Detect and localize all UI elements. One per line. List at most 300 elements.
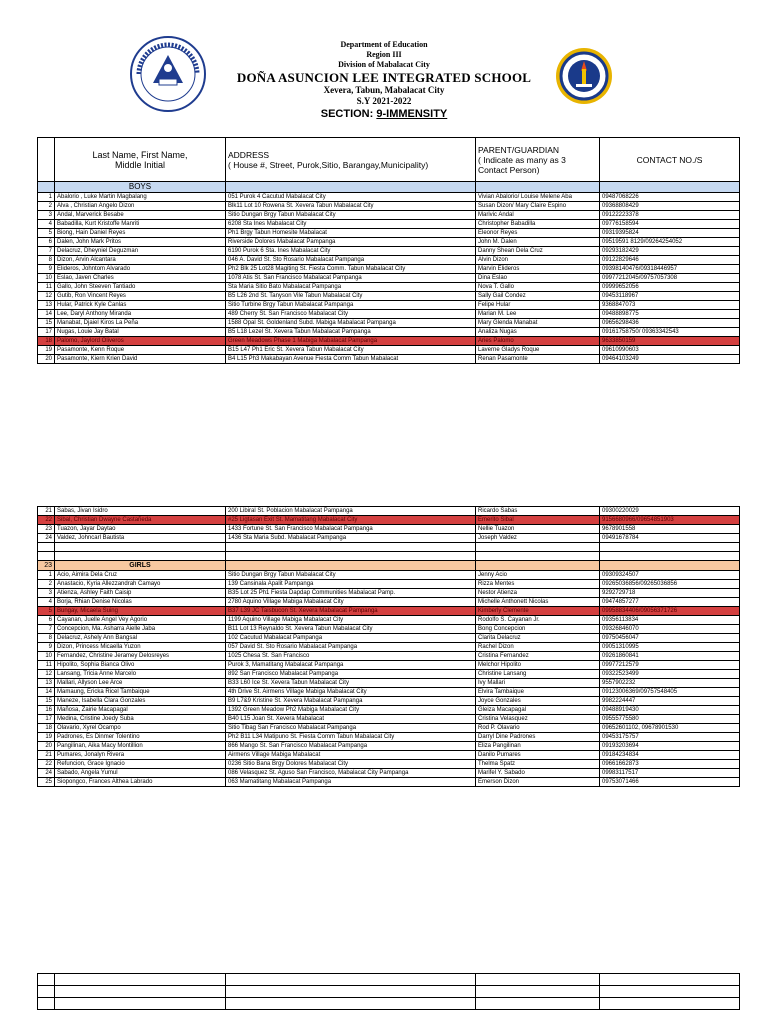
row-number: 1 xyxy=(38,193,55,202)
name-header xyxy=(55,138,226,182)
row-number: 22 xyxy=(38,760,55,769)
address-cell: 6208 Sta Ines Mabalacat City xyxy=(226,220,476,229)
guardian-cell: Eliza Pangilinan xyxy=(476,742,600,751)
guardian-cell: Analiza Nugas xyxy=(476,328,600,337)
table-row xyxy=(38,193,740,202)
section-name: 9-IMMENSITY xyxy=(376,108,448,120)
row-number: 8 xyxy=(38,634,55,643)
address-cell: 892 San Francisco Mabalacat Pampanga xyxy=(226,670,476,679)
contact-cell: 9982224447 xyxy=(600,697,740,706)
table-row xyxy=(38,715,740,724)
table-row xyxy=(38,355,740,364)
contact-cell: 09051310995 xyxy=(600,643,740,652)
row-number: 24 xyxy=(38,534,55,543)
table-header-row xyxy=(38,138,740,182)
contact-cell: 09398140476/09318446957 xyxy=(600,265,740,274)
section-title: SECTION: 9-IMMENSITY xyxy=(320,108,448,120)
table-row xyxy=(38,589,740,598)
student-name: Tuazon, Jayar Daytao xyxy=(55,525,226,534)
guardian-cell: Nestor Atienza xyxy=(476,589,600,598)
contact-cell: 09368808429 xyxy=(600,202,740,211)
address-cell: 057 David St. Sto Rosario Mabalacat Pampanga xyxy=(226,643,476,652)
division-title: Division of Mabalacat City xyxy=(338,60,430,69)
blank-row xyxy=(38,543,740,552)
row-number: 17 xyxy=(38,328,55,337)
table-row xyxy=(38,229,740,238)
student-name: Andal, Marverick Besabe xyxy=(55,211,226,220)
table-row xyxy=(38,724,740,733)
guardian-cell: Emerito Sibal xyxy=(476,516,600,525)
row-number: 3 xyxy=(38,589,55,598)
row-number: 13 xyxy=(38,679,55,688)
table-row xyxy=(38,652,740,661)
contact-cell: 09977212045/09757057308 xyxy=(600,274,740,283)
row-number: 9 xyxy=(38,643,55,652)
boys-table xyxy=(37,137,740,364)
row-number: 2 xyxy=(38,580,55,589)
guardian-cell: John M. Dalen xyxy=(476,238,600,247)
table-row xyxy=(38,670,740,679)
row-number: 4 xyxy=(38,598,55,607)
row-number: 9 xyxy=(38,265,55,274)
address-cell: B11 Lot 13 Reynaldo St. Xevera Tabun Mabalacat City xyxy=(226,625,476,634)
contact-header xyxy=(600,138,740,182)
address-cell: 139 Cansinala Apalit Pampanga xyxy=(226,580,476,589)
table-row xyxy=(38,525,740,534)
row-number: 25 xyxy=(38,778,55,787)
student-name: Siopongco, Frances Althea Labrado xyxy=(55,778,226,787)
table-row xyxy=(38,220,740,229)
row-number: 5 xyxy=(38,229,55,238)
contact-cell: 09300220029 xyxy=(600,507,740,516)
row-number: 11 xyxy=(38,661,55,670)
contact-cell: 09474857277 xyxy=(600,598,740,607)
contact-cell: 09453175757 xyxy=(600,733,740,742)
guardian-cell: Kimberly Clemente xyxy=(476,607,600,616)
guardian-cell: Christopher Babadilla xyxy=(476,220,600,229)
row-number: 10 xyxy=(38,652,55,661)
row-number: 8 xyxy=(38,256,55,265)
student-name: Pasamonte, Kiern Krien David xyxy=(55,355,226,364)
address-cell: #25 Ligtasan Exit St. Mamatitang Mabalacat City xyxy=(226,516,476,525)
row-number: 20 xyxy=(38,355,55,364)
guardian-cell: Marian M. Lee xyxy=(476,310,600,319)
table-row xyxy=(38,274,740,283)
girls-label: GIRLS xyxy=(55,561,226,571)
address-header-text: ADDRESS ( House #, Street, Purok,Sitio, Barangay,Municipality) xyxy=(228,149,429,170)
address-cell: Riverside Dolores Mabalacat Pampanga xyxy=(226,238,476,247)
student-name: Concepcion, Ma. Asharra Aielle Jaba xyxy=(55,625,226,634)
guardian-cell: Thelma Spatz xyxy=(476,760,600,769)
guardian-cell: Darryl Dine Padrones xyxy=(476,733,600,742)
row-number: 17 xyxy=(38,715,55,724)
row-number: 14 xyxy=(38,688,55,697)
guardian-cell: Michelle Anthonett Nicolas xyxy=(476,598,600,607)
table-row xyxy=(38,625,740,634)
table-row xyxy=(38,751,740,760)
student-name: Hular, Patrick Kyle Canlas xyxy=(55,301,226,310)
address-header xyxy=(226,138,476,182)
guardian-cell: Danny Shean Dela Cruz xyxy=(476,247,600,256)
row-number: 24 xyxy=(38,769,55,778)
guardian-cell: Christine Lansang xyxy=(476,670,600,679)
table-row xyxy=(38,598,740,607)
num-header xyxy=(38,138,55,182)
address-cell: Sta Maria Sitio Bato Mabalacat Pampanga xyxy=(226,283,476,292)
table-row xyxy=(38,283,740,292)
guardian-cell: Alvin Dizon xyxy=(476,256,600,265)
student-name: Gutib, Ron Vincent Reyes xyxy=(55,292,226,301)
row-number: 20 xyxy=(38,742,55,751)
student-name: Atienza, Ashley Faith Caisip xyxy=(55,589,226,598)
guardian-cell: Melchor Hipolito xyxy=(476,661,600,670)
contact-header-text: CONTACT NO./S xyxy=(636,154,703,165)
student-name: Cayanan, Juelle Angel Vey Agorio xyxy=(55,616,226,625)
table-row xyxy=(38,634,740,643)
guardian-cell: Rachel Dizon xyxy=(476,643,600,652)
student-name: Alva , Christian Angelo Dizon xyxy=(55,202,226,211)
guardian-cell: Rodolfo S. Cayanan Jr. xyxy=(476,616,600,625)
student-name: Palomo, Jaylord Oliveros xyxy=(55,337,226,346)
contact-cell: 09326846070 xyxy=(600,625,740,634)
contact-cell: 09656298436 xyxy=(600,319,740,328)
contact-cell: 09958834406/09056371726 xyxy=(600,607,740,616)
contact-cell: 9368847073 xyxy=(600,301,740,310)
contact-cell: 9678901558 xyxy=(600,525,740,534)
guardian-cell: Nova T. Gallo xyxy=(476,283,600,292)
address-cell: 4th Drive St. Airmens Village Mabiga Mabalacat City xyxy=(226,688,476,697)
row-number: 14 xyxy=(38,310,55,319)
contact-cell: 09999652056 xyxy=(600,283,740,292)
guardian-cell: Cristina Velasquez xyxy=(476,715,600,724)
row-number: 15 xyxy=(38,319,55,328)
address-cell: 102 Cacutud Mabalacat Pampanga xyxy=(226,634,476,643)
address-cell: Ph1 Brgy Tabun Homesite Mabalacat xyxy=(226,229,476,238)
guardian-header xyxy=(476,138,600,182)
student-name: Pumares, Jonalyn Rivera xyxy=(55,751,226,760)
row-number: 3 xyxy=(38,211,55,220)
table-row xyxy=(38,706,740,715)
contact-cell: 9557902232 xyxy=(600,679,740,688)
student-name: Hipolito, Sophia Bianca Olivo xyxy=(55,661,226,670)
table-row xyxy=(38,238,740,247)
table-row xyxy=(38,769,740,778)
boys-label: BOYS xyxy=(55,182,226,193)
address-cell: Ph2 Blk 25 Lot28 Magiting St. Fiesta Comm. Tabun Mabalacat City xyxy=(226,265,476,274)
contact-cell: 09161758750/ 09363342543 xyxy=(600,328,740,337)
guardian-cell: Ivy Mallari xyxy=(476,679,600,688)
student-name: Borja, Rhian Denise Nicolas xyxy=(55,598,226,607)
guardian-cell: Renan Pasamonte xyxy=(476,355,600,364)
address-cell: 1078 Atis St. San Francisco Mabalacat Pampanga xyxy=(226,274,476,283)
contact-cell: 09519591 8129/09264254052 xyxy=(600,238,740,247)
contact-cell: 09122223378 xyxy=(600,211,740,220)
table-row xyxy=(38,607,740,616)
guardian-cell: Sally Gail Condez xyxy=(476,292,600,301)
contact-cell: 09977212579 xyxy=(600,661,740,670)
contact-cell: 09652601102, 09678901530 xyxy=(600,724,740,733)
contact-cell: 09753071466 xyxy=(600,778,740,787)
table-row xyxy=(38,328,740,337)
table-row xyxy=(38,571,740,580)
student-name: Mallari, Allyson Lee Arce xyxy=(55,679,226,688)
row-number: 6 xyxy=(38,616,55,625)
girls-label-number: 23 xyxy=(38,561,55,571)
guardian-cell: Clarita Delacruz xyxy=(476,634,600,643)
address-cell: 2780 Aquino Village Mabiga Mabalacat City xyxy=(226,598,476,607)
contact-cell: 09261860841 xyxy=(600,652,740,661)
guardian-cell: Emerson Dizon xyxy=(476,778,600,787)
student-name: Babadilla, Kurt Kristoffe Manriti xyxy=(55,220,226,229)
row-number: 5 xyxy=(38,607,55,616)
contact-cell: 09193203694 xyxy=(600,742,740,751)
row-number: 21 xyxy=(38,751,55,760)
student-name: Elideros, Johntom Alvarado xyxy=(55,265,226,274)
student-name: Fernandez, Christine Jeramey Delosreyes xyxy=(55,652,226,661)
address-cell: 1588 Opal St. Goldenland Subd. Mabiga Mabalacat Pampanga xyxy=(226,319,476,328)
student-name: Mamaung, Ericka Ricel Tambaique xyxy=(55,688,226,697)
guardian-cell: Aries Palomo xyxy=(476,337,600,346)
table-row xyxy=(38,516,740,525)
contact-cell: 09293182429 xyxy=(600,247,740,256)
contact-cell: 09184234834 xyxy=(600,751,740,760)
contact-cell: 09356113834 xyxy=(600,616,740,625)
student-name: Padrones, Es Dinmer Tolentino xyxy=(55,733,226,742)
school-year: S.Y 2021-2022 xyxy=(356,96,412,106)
address-cell: Sitio Dungan Brgy Tabun Mabalacat City xyxy=(226,571,476,580)
student-name: Abalorio , Luke Martin Magbalang xyxy=(55,193,226,202)
student-name: Sibal, Christian Dwayne Castañeda xyxy=(55,516,226,525)
guardian-cell: Bong Concepcion xyxy=(476,625,600,634)
school-name: DOÑA ASUNCION LEE INTEGRATED SCHOOL xyxy=(236,70,532,85)
student-name: Nugas, Louie Jay Batal xyxy=(55,328,226,337)
student-name: Pasamonte, Kenn Roque xyxy=(55,346,226,355)
guardian-cell: Dina Eslao xyxy=(476,274,600,283)
address-cell: B37 L39 JC Taisbucon St. Xevera Mabalacat Pampanga xyxy=(226,607,476,616)
contact-cell: 09309324507 xyxy=(600,571,740,580)
table-row xyxy=(38,346,740,355)
student-name: Pangilinan, Aika Macy Montillion xyxy=(55,742,226,751)
student-name: Anastacio, Kyria Allezzandrah Camayo xyxy=(55,580,226,589)
address-cell: B9 L7&9 Kristine St. Xevera Mabalacat Pampanga xyxy=(226,697,476,706)
row-number: 15 xyxy=(38,697,55,706)
address-cell: 046 A. David St. Sto Rosario Mabalacat Pampanga xyxy=(226,256,476,265)
guardian-cell: Elvira Tambaique xyxy=(476,688,600,697)
row-number: 18 xyxy=(38,337,55,346)
row-number: 12 xyxy=(38,670,55,679)
guardian-cell: Marvin Elideros xyxy=(476,265,600,274)
student-name: Lansang, Tricia Anne Marcelo xyxy=(55,670,226,679)
table-row xyxy=(38,697,740,706)
contact-cell: 09983117517 xyxy=(600,769,740,778)
contact-cell: 09488919430 xyxy=(600,706,740,715)
table-row xyxy=(38,256,740,265)
address-cell: 1436 Sta Maria Subd. Mabalacat Pampanga xyxy=(226,534,476,543)
contact-cell: 9292729718 xyxy=(600,589,740,598)
girls-table xyxy=(37,506,740,787)
address-cell: Green Meadows Phase 1 Mabiga Mabalacat Pampanga xyxy=(226,337,476,346)
contact-cell: 09319395824 xyxy=(600,229,740,238)
table-row xyxy=(38,778,740,787)
contact-cell: 09487068226 xyxy=(600,193,740,202)
table-row xyxy=(38,742,740,751)
address-cell: B40 L15 Joan St. Xevera Mabalacat xyxy=(226,715,476,724)
address-cell: 866 Mango St. San Francisco Mabalacat Pampanga xyxy=(226,742,476,751)
student-name: Dizon, Princess Micaella Yuzon xyxy=(55,643,226,652)
student-name: Manabat, Djaiel Kiros La Peña xyxy=(55,319,226,328)
contact-cell: 09265036856/09265036856 xyxy=(600,580,740,589)
contact-cell: 09453118967 xyxy=(600,292,740,301)
blank-row xyxy=(38,998,740,1010)
boys-label-row xyxy=(38,182,740,193)
address-cell: 1392 Green Meadow Ph2 Mabiga Mabalacat City xyxy=(226,706,476,715)
document-header xyxy=(0,40,768,121)
address-cell: B4 L15 Ph3 Makabayan Avenue Fiesta Comm Tabun Mabalacat xyxy=(226,355,476,364)
contact-cell: 09464103249 xyxy=(600,355,740,364)
contact-cell: 09122829646 xyxy=(600,256,740,265)
address-cell: 1025 Chesa St. San Francisco xyxy=(226,652,476,661)
guardian-cell: Jenny Acio xyxy=(476,571,600,580)
table-row xyxy=(38,292,740,301)
row-number: 13 xyxy=(38,301,55,310)
student-name: Olavario, Xyrel Ocampo xyxy=(55,724,226,733)
table-row xyxy=(38,733,740,742)
table-row xyxy=(38,247,740,256)
address-cell: B15 L47 Ph1 Eric St. Xevera Tabun Mabalacat City xyxy=(226,346,476,355)
table-row xyxy=(38,310,740,319)
row-number: 18 xyxy=(38,724,55,733)
guardian-cell: Rizza Mentes xyxy=(476,580,600,589)
table-row xyxy=(38,202,740,211)
table-row xyxy=(38,319,740,328)
guardian-cell: Felipe Hular xyxy=(476,301,600,310)
table-row xyxy=(38,679,740,688)
row-number: 6 xyxy=(38,238,55,247)
guardian-cell: Eleonor Reyes xyxy=(476,229,600,238)
contact-cell: 09491678784 xyxy=(600,534,740,543)
guardian-cell: Marivic Andal xyxy=(476,211,600,220)
girls-label-row xyxy=(38,561,740,571)
student-name: Gallo, John Steeven Tantiado xyxy=(55,283,226,292)
region-title: Region III xyxy=(366,50,402,59)
guardian-cell: Joseph Valdez xyxy=(476,534,600,543)
student-name: Mañosa, Zairie Macapagal xyxy=(55,706,226,715)
contact-cell: 09776158594 xyxy=(600,220,740,229)
student-name: Maneze, Isabella Clara Gonzales xyxy=(55,697,226,706)
row-number: 7 xyxy=(38,625,55,634)
contact-cell: 9156680966/09654851903 xyxy=(600,516,740,525)
guardian-cell: Cristina Fernandez xyxy=(476,652,600,661)
address-cell: Purok 3, Mamatitang Mabalacat Pampanga xyxy=(226,661,476,670)
student-name: Medina, Cristine Joedy Suba xyxy=(55,715,226,724)
guardian-cell: Rod P. Olavario xyxy=(476,724,600,733)
blank-row xyxy=(38,974,740,986)
table-row xyxy=(38,211,740,220)
address-cell: Sitio Turbine Brgy Tabun Mabalacat Pampanga xyxy=(226,301,476,310)
guardian-cell: Mary Glenda Manabat xyxy=(476,319,600,328)
student-name: Biong, Hain Daniel Reyes xyxy=(55,229,226,238)
row-number: 21 xyxy=(38,507,55,516)
student-name: Dalen, John Mark Pritos xyxy=(55,238,226,247)
address-cell: 086 Velasquez St. Aguso San Francisco, Mabalacat City Pampanga xyxy=(226,769,476,778)
table-row xyxy=(38,661,740,670)
table-row xyxy=(38,301,740,310)
contact-cell: 09750456047 xyxy=(600,634,740,643)
row-number: 16 xyxy=(38,706,55,715)
guardian-cell: Joyce Gonzales xyxy=(476,697,600,706)
contact-cell: 09123006369/09757548405 xyxy=(600,688,740,697)
school-address: Xevera, Tabun, Mabalacat City xyxy=(323,85,445,95)
address-cell: B35 Lot 25 Ph1 Fiesta Dapdap Communities Mabalacat Pamp. xyxy=(226,589,476,598)
department-title: Department of Education xyxy=(340,40,428,49)
guardian-cell: Nellie Tuazon xyxy=(476,525,600,534)
contact-cell: 09661662873 xyxy=(600,760,740,769)
table-row xyxy=(38,643,740,652)
address-cell: 063 Mamatitang Mabalacat Pampanga xyxy=(226,778,476,787)
address-cell: 200 Libiral St. Poblacion Mabalacat Pampanga xyxy=(226,507,476,516)
guardian-header-text: PARENT/GUARDIAN ( Indicate as many as 3 Contact Person) xyxy=(478,144,566,175)
guardian-cell: Marifel Y. Sabado xyxy=(476,769,600,778)
contact-cell: 9633850159 xyxy=(600,337,740,346)
blank-row xyxy=(38,552,740,561)
address-cell: 6190 Purok 6 Sta. Ines Mabalacat City xyxy=(226,247,476,256)
address-cell: B33 L60 Ice St. Xevera Tabun Mabalacat City xyxy=(226,679,476,688)
guardian-cell: Danilo Pumares xyxy=(476,751,600,760)
row-number: 4 xyxy=(38,220,55,229)
row-number: 7 xyxy=(38,247,55,256)
row-number: 12 xyxy=(38,292,55,301)
table-row xyxy=(38,580,740,589)
table-row xyxy=(38,507,740,516)
address-cell: 489 Cherry St. San Francisco Mabalacat City xyxy=(226,310,476,319)
contact-cell: 09322523499 xyxy=(600,670,740,679)
table-row xyxy=(38,616,740,625)
row-number: 22 xyxy=(38,516,55,525)
row-number: 19 xyxy=(38,733,55,742)
row-number: 2 xyxy=(38,202,55,211)
row-number: 23 xyxy=(38,525,55,534)
address-cell: 051 Purok 4 Cacutud Mabalacat City xyxy=(226,193,476,202)
row-number: 10 xyxy=(38,274,55,283)
address-cell: Sitio Tibag San Francisco Mabalacat Pampanga xyxy=(226,724,476,733)
address-cell: 1199 Aquino Village Mabiga Mabalacat City xyxy=(226,616,476,625)
student-name: Lee, Daryl Anthony Miranda xyxy=(55,310,226,319)
student-name: Eslao, Javen Charles xyxy=(55,274,226,283)
contact-cell: 09555775580 xyxy=(600,715,740,724)
guardian-cell: Susan Dizon/ Mary Claire Espino xyxy=(476,202,600,211)
student-name: Sabado, Angela Yumul xyxy=(55,769,226,778)
blank-row xyxy=(38,986,740,998)
name-header-text: Last Name, First Name, Middle Initial xyxy=(92,149,188,170)
table-row xyxy=(38,534,740,543)
guardian-cell: Vivian Abalorio/ Louise Melene Aba xyxy=(476,193,600,202)
guardian-cell: Ricardo Sabas xyxy=(476,507,600,516)
student-name: Delacruz, Ashely Ann Bangsal xyxy=(55,634,226,643)
table-row xyxy=(38,688,740,697)
student-name: Bungay, Micaela Suing xyxy=(55,607,226,616)
student-name: Delacruz, Dheyniel Deguzman xyxy=(55,247,226,256)
student-name: Dizon, Arvin Alcantara xyxy=(55,256,226,265)
student-name: Sabas, Jivan Isidro xyxy=(55,507,226,516)
address-cell: Ph2 B11 L34 Matipuno St. Fiesta Comm Tabun Mabalacat City xyxy=(226,733,476,742)
guardian-cell: Gleiza Macapagal xyxy=(476,706,600,715)
row-number: 1 xyxy=(38,571,55,580)
contact-cell: 09488898775 xyxy=(600,310,740,319)
student-name: Acio, Aimira Dela Cruz xyxy=(55,571,226,580)
address-cell: 0236 Sitio Bana Brgy Dolores Mabalacat City xyxy=(226,760,476,769)
student-name: Refuncion, Grace Ignacio xyxy=(55,760,226,769)
address-cell: 1433 Fortune St. San Francisco Mabalacat Pampanga xyxy=(226,525,476,534)
